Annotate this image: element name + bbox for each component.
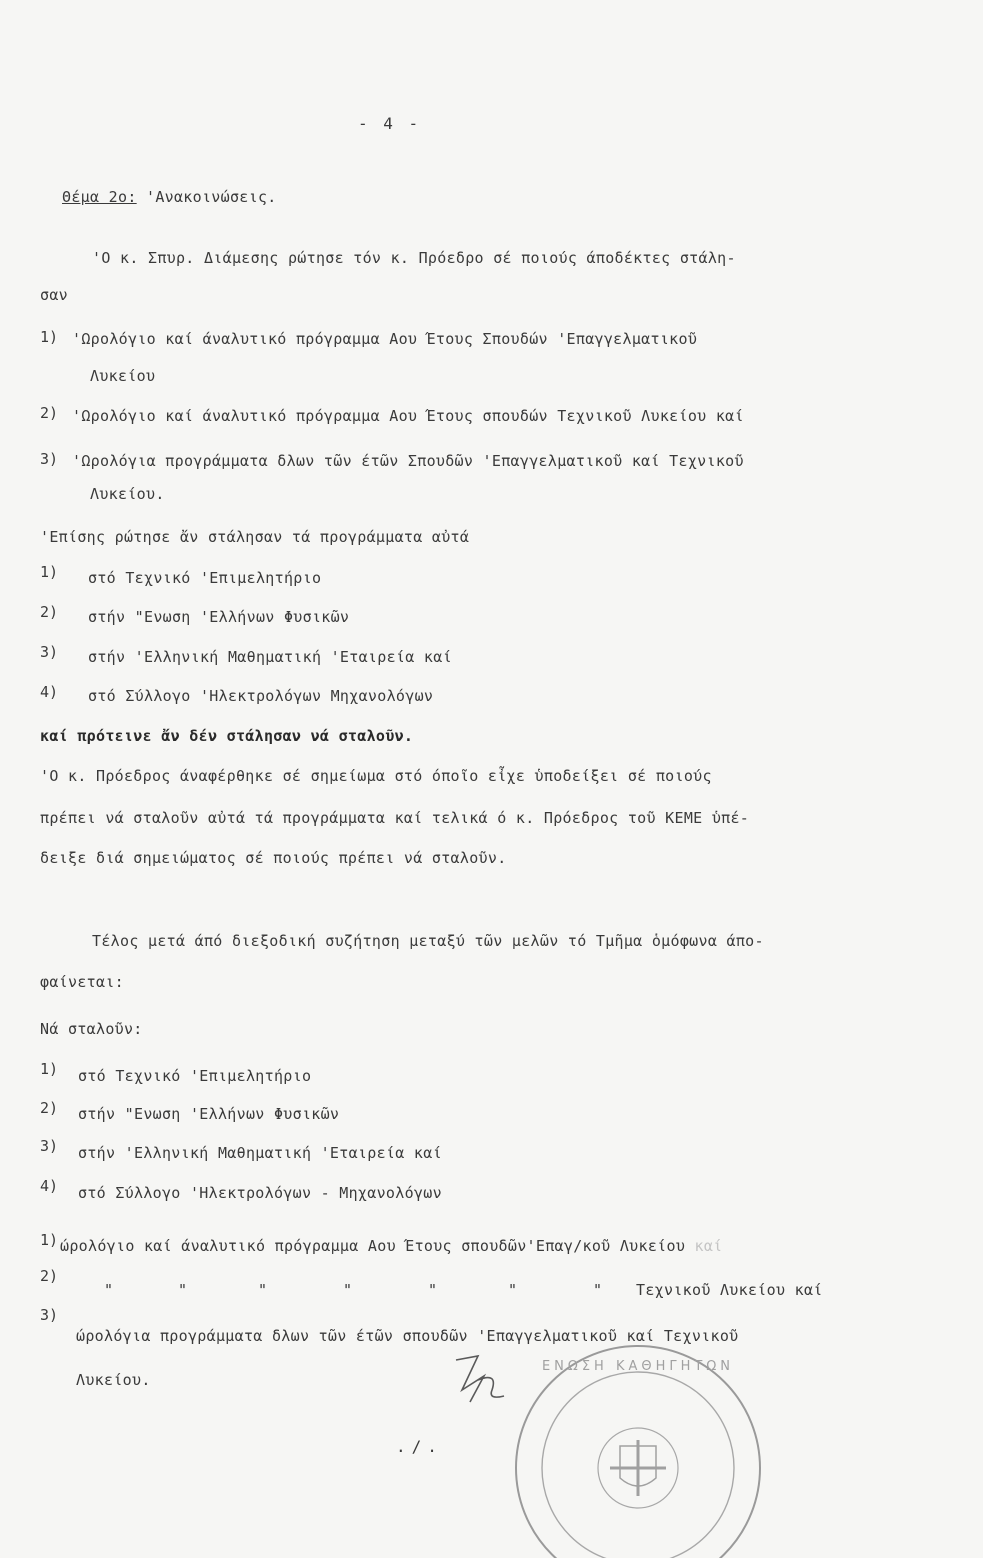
recipient-final-3: στήν 'Ελληνική Μαθηματική 'Εταιρεία καί [78, 1144, 442, 1162]
program-2-number: 2) [40, 404, 59, 422]
question-intro-line-1: 'Ο κ. Σπυρ. Διάμεσης ρώτησε τόν κ. Πρόεδρο σέ ποιούς άποδέκτες στάλη- [92, 249, 736, 267]
program-final-3-line-2: Λυκείου. [76, 1371, 151, 1389]
ditto-mark: " [428, 1281, 438, 1299]
recipient-final-3-number: 3) [40, 1137, 59, 1155]
recipient-final-4-number: 4) [40, 1177, 59, 1195]
recipient-final-4: στό Σύλλογο 'Ηλεκτρολόγων - Μηχανολόγων [78, 1184, 442, 1202]
decision-line-1: Τέλος μετά άπό διεξοδική συζήτηση μεταξύ τῶν μελῶν τό Τμῆμα ὁμόφωνα άπο- [92, 932, 764, 950]
ditto-mark: " [104, 1281, 114, 1299]
topic-title: 'Ανακοινώσεις. [136, 188, 277, 206]
program-final-2-text: Τεχνικοῦ Λυκείου καί [636, 1281, 823, 1299]
program-3-line-2: Λυκείου. [90, 485, 165, 503]
program-3-number: 3) [40, 450, 59, 468]
program-1-line-2: Λυκείου [90, 367, 156, 385]
ditto-mark: " [343, 1281, 353, 1299]
recipient-final-1-number: 1) [40, 1060, 59, 1078]
recipient-q-3: στήν 'Ελληνική Μαθηματική 'Εταιρεία καί [88, 648, 452, 666]
program-2-line-1: 'Ωρολόγιο καί άναλυτικό πρόγραμμα Αου Έτους σπουδών Τεχνικοῦ Λυκείου καί [72, 407, 744, 425]
program-final-1-text: ώρολόγιο καί άναλυτικό πρόγραμμα Αου Έτους σπουδῶν'Επαγ/κοῦ Λυκείου [60, 1237, 686, 1255]
recipient-q-4: στό Σύλλογο 'Ηλεκτρολόγων Μηχανολόγων [88, 687, 434, 705]
official-stamp [488, 1318, 788, 1558]
to-send-label: Νά σταλοῦν: [40, 1020, 143, 1038]
question-intro-line-2: σαν [40, 286, 68, 304]
program-final-3-line-1: ώρολόγια προγράμματα δλων τῶν έτῶν σπουδῶν 'Επαγγελματικοῦ καί Τεχνικοῦ [76, 1327, 739, 1345]
recipient-final-2-number: 2) [40, 1099, 59, 1117]
program-final-3-number: 3) [40, 1306, 59, 1324]
program-final-1 [60, 1236, 723, 1256]
program-3-line-1: 'Ωρολόγια προγράμματα δλων τῶν έτῶν Σπουδῶν 'Επαγγελματικοῦ καί Τεχνικοῦ [72, 452, 744, 470]
recipient-q-2-number: 2) [40, 603, 59, 621]
ditto-mark: " [178, 1281, 188, 1299]
topic-heading [62, 187, 277, 207]
page-number: - 4 - [358, 114, 422, 133]
proposal: καί πρότεινε ἄν δέν στάλησαν νά σταλοῦν. [40, 727, 414, 745]
recipient-q-1: στό Τεχνικό 'Επιμελητήριο [88, 569, 322, 587]
recipient-q-4-number: 4) [40, 683, 59, 701]
chair-reply-line-1: 'Ο κ. Πρόεδρος άναφέρθηκε σέ σημείωμα στό όποῖο εἶχε ὑποδείξει σέ ποιούς [40, 767, 712, 785]
recipient-q-3-number: 3) [40, 643, 59, 661]
program-1-line-1: 'Ωρολόγιο καί άναλυτικό πρόγραμμα Αου Έτους Σπουδών 'Επαγγελματικοῦ [72, 330, 698, 348]
stamp-text: ΕΝΩΣΗ ΚΑΘΗΓΗΤΩΝ [541, 1359, 735, 1374]
recipient-q-2: στήν "Ενωση 'Ελλήνων Φυσικῶν [88, 608, 350, 626]
recipient-final-2: στήν "Ενωση 'Ελλήνων Φυσικῶν [78, 1105, 340, 1123]
recipient-q-1-number: 1) [40, 563, 59, 581]
topic-label: Θέμα 2ο: [62, 188, 137, 206]
also-asked: 'Επίσης ρώτησε ἄν στάλησαν τά προγράμματα αὐτά [40, 528, 470, 546]
program-final-2-number: 2) [40, 1267, 59, 1285]
recipient-final-1: στό Τεχνικό 'Επιμελητήριο [78, 1067, 312, 1085]
ditto-mark: " [508, 1281, 518, 1299]
chair-reply-line-2: πρέπει νά σταλοῦν αὐτά τά προγράμματα καί τελικά ό κ. Πρόεδρος τοῦ ΚΕΜΕ ὑπέ- [40, 809, 750, 827]
program-final-1-number: 1) [40, 1231, 59, 1249]
ditto-mark: " [258, 1281, 268, 1299]
decision-line-2: φαίνεται: [40, 973, 124, 991]
ditto-mark: " [593, 1281, 603, 1299]
chair-reply-line-3: δειξε διά σημειώματος σέ ποιούς πρέπει νά σταλοῦν. [40, 849, 507, 867]
program-final-1-tail: καί [694, 1237, 723, 1255]
program-1-number: 1) [40, 328, 59, 346]
continuation-mark: ./. [396, 1437, 443, 1456]
